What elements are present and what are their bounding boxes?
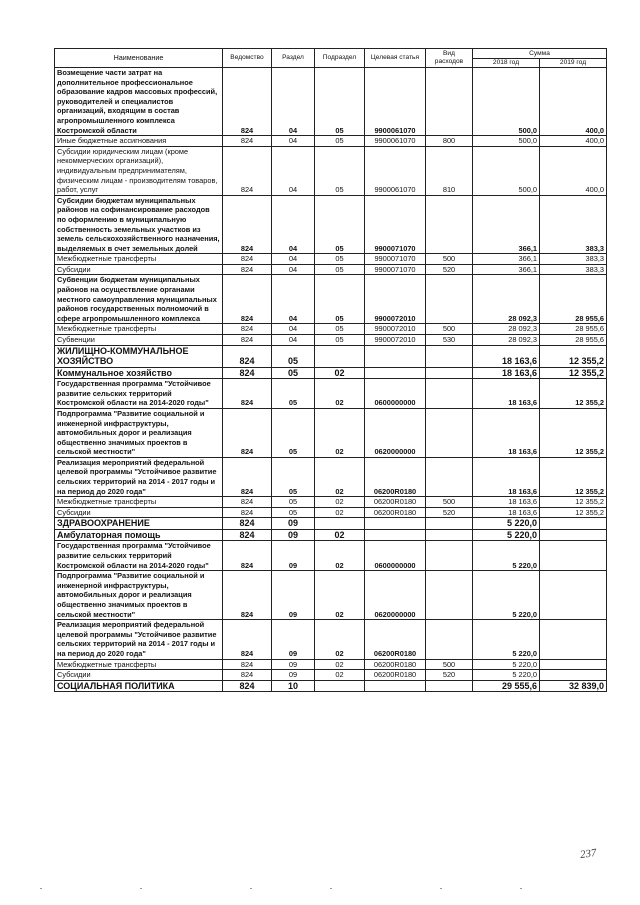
cell-target: 9900072010 (365, 324, 426, 335)
cell-section: 04 (272, 335, 315, 346)
cell-2018: 28 092,3 (473, 324, 540, 335)
cell-subsection: 02 (315, 507, 365, 518)
cell-dept: 824 (223, 571, 272, 620)
table-row (55, 518, 607, 530)
cell-section: 05 (272, 345, 315, 367)
cell-section: 05 (272, 367, 315, 379)
cell-2018: 5 220,0 (473, 529, 540, 541)
table-row (55, 571, 607, 620)
table-row (55, 195, 607, 254)
cell-subsection: 02 (315, 659, 365, 670)
cell-dept: 824 (223, 136, 272, 147)
cell-subsection: 02 (315, 367, 365, 379)
cell-exp-type: 520 (426, 264, 473, 275)
cell-subsection: 02 (315, 541, 365, 571)
cell-2019 (540, 529, 607, 541)
cell-target: 0620000000 (365, 408, 426, 457)
cell-subsection: 02 (315, 529, 365, 541)
table-row (55, 264, 607, 275)
cell-dept: 824 (223, 345, 272, 367)
cell-dept: 824 (223, 264, 272, 275)
cell-section: 05 (272, 379, 315, 409)
cell-2018: 5 220,0 (473, 518, 540, 530)
table-row (55, 620, 607, 659)
cell-exp-type (426, 457, 473, 496)
cell-dept: 824 (223, 254, 272, 265)
cell-subsection: 05 (315, 264, 365, 275)
cell-target: 0600000000 (365, 541, 426, 571)
cell-target: 06200R0180 (365, 507, 426, 518)
cell-2019: 12 355,2 (540, 345, 607, 367)
page-number: 237 (579, 846, 598, 862)
cell-exp-type (426, 68, 473, 136)
cell-2018: 366,1 (473, 254, 540, 265)
cell-2019 (540, 659, 607, 670)
cell-2019: 12 355,2 (540, 497, 607, 508)
cell-2019: 400,0 (540, 68, 607, 136)
cell-2018: 18 163,6 (473, 507, 540, 518)
cell-name: Иные бюджетные ассигнования (55, 136, 223, 147)
cell-target (365, 518, 426, 530)
cell-dept: 824 (223, 507, 272, 518)
cell-subsection (315, 518, 365, 530)
cell-2019 (540, 620, 607, 659)
cell-dept: 824 (223, 379, 272, 409)
table-row (55, 680, 607, 692)
cell-2018: 18 163,6 (473, 457, 540, 496)
cell-name: Реализация мероприятий федеральной целевой программы "Устойчивое развитие сельских территорий на 2014 - 2017 годы и на период до 2020 года" (55, 620, 223, 659)
header-section: Раздел (272, 49, 315, 68)
cell-subsection: 02 (315, 457, 365, 496)
cell-name: Государственная программа "Устойчивое развитие сельских территорий Костромской области на 2014-2020 годы" (55, 379, 223, 409)
cell-name: Субвенции бюджетам муниципальных районов на осуществление органами местного самоуправления муниципальных районов государственных полномочий в сфере агропромышленного комплекса (55, 275, 223, 324)
cell-name: СОЦИАЛЬНАЯ ПОЛИТИКА (55, 680, 223, 692)
budget-document (54, 48, 606, 692)
cell-dept: 824 (223, 335, 272, 346)
cell-2018: 18 163,6 (473, 367, 540, 379)
budget-table (54, 48, 607, 692)
cell-exp-type (426, 379, 473, 409)
cell-2019: 32 839,0 (540, 680, 607, 692)
cell-dept: 824 (223, 670, 272, 681)
cell-2018: 29 555,6 (473, 680, 540, 692)
cell-dept: 824 (223, 620, 272, 659)
cell-2019: 28 955,6 (540, 275, 607, 324)
cell-target: 9900061070 (365, 146, 426, 195)
header-exp-type: Вид расходов (426, 49, 473, 68)
cell-section: 05 (272, 457, 315, 496)
cell-exp-type (426, 345, 473, 367)
header-name: Наименование (55, 49, 223, 68)
cell-target: 9900072010 (365, 275, 426, 324)
cell-section: 09 (272, 659, 315, 670)
cell-2018: 5 220,0 (473, 541, 540, 571)
cell-name: Субсидии (55, 264, 223, 275)
cell-subsection (315, 345, 365, 367)
cell-name: Субвенции (55, 335, 223, 346)
cell-name: Межбюджетные трансферты (55, 659, 223, 670)
table-row (55, 136, 607, 147)
cell-name: Реализация мероприятий федеральной целевой программы "Устойчивое развитие сельских территорий на 2014 - 2017 годы и на период до 2020 года" (55, 457, 223, 496)
table-body (55, 68, 607, 692)
cell-exp-type (426, 195, 473, 254)
cell-section: 09 (272, 571, 315, 620)
cell-dept: 824 (223, 146, 272, 195)
cell-subsection: 02 (315, 408, 365, 457)
table-row (55, 275, 607, 324)
cell-section: 09 (272, 529, 315, 541)
cell-name: Подпрограмма "Развитие социальной и инженерной инфраструктуры, автомобильных дорог и реализация общественно значимых проектов в сельской местности" (55, 571, 223, 620)
header-sum: Сумма (473, 49, 607, 59)
cell-exp-type (426, 408, 473, 457)
cell-2019 (540, 670, 607, 681)
table-row (55, 367, 607, 379)
table-row (55, 457, 607, 496)
cell-2019: 400,0 (540, 136, 607, 147)
table-row (55, 379, 607, 409)
header-2018: 2018 год (473, 59, 540, 68)
table-row (55, 345, 607, 367)
cell-exp-type: 500 (426, 324, 473, 335)
table-row (55, 497, 607, 508)
cell-subsection: 05 (315, 136, 365, 147)
cell-section: 04 (272, 275, 315, 324)
cell-2018: 18 163,6 (473, 379, 540, 409)
cell-target (365, 345, 426, 367)
cell-dept: 824 (223, 659, 272, 670)
cell-target: 06200R0180 (365, 659, 426, 670)
header-target: Целевая статья (365, 49, 426, 68)
cell-subsection: 05 (315, 275, 365, 324)
cell-section: 05 (272, 408, 315, 457)
cell-2018: 5 220,0 (473, 571, 540, 620)
cell-2018: 5 220,0 (473, 620, 540, 659)
cell-dept: 824 (223, 541, 272, 571)
cell-2019: 12 355,2 (540, 379, 607, 409)
cell-name: Межбюджетные трансферты (55, 324, 223, 335)
cell-target (365, 367, 426, 379)
table-row (55, 507, 607, 518)
cell-exp-type: 520 (426, 670, 473, 681)
cell-exp-type (426, 367, 473, 379)
cell-2018: 500,0 (473, 146, 540, 195)
table-row (55, 670, 607, 681)
table-row (55, 254, 607, 265)
cell-exp-type (426, 275, 473, 324)
cell-name: ЗДРАВООХРАНЕНИЕ (55, 518, 223, 530)
cell-dept: 824 (223, 367, 272, 379)
cell-2019: 400,0 (540, 146, 607, 195)
cell-dept: 824 (223, 195, 272, 254)
cell-section: 09 (272, 620, 315, 659)
cell-2018: 28 092,3 (473, 335, 540, 346)
cell-2018: 500,0 (473, 136, 540, 147)
cell-exp-type (426, 620, 473, 659)
cell-subsection: 05 (315, 146, 365, 195)
cell-2019 (540, 518, 607, 530)
cell-name: Подпрограмма "Развитие социальной и инженерной инфраструктуры, автомобильных дорог и реализация общественно значимых проектов в сельской местности" (55, 408, 223, 457)
cell-exp-type: 500 (426, 497, 473, 508)
cell-target: 06200R0180 (365, 497, 426, 508)
cell-2018: 366,1 (473, 195, 540, 254)
cell-target: 0600000000 (365, 379, 426, 409)
cell-exp-type (426, 518, 473, 530)
table-row (55, 324, 607, 335)
table-row (55, 335, 607, 346)
cell-name: Государственная программа "Устойчивое развитие сельских территорий Костромской области на 2014-2020 годы" (55, 541, 223, 571)
cell-section: 04 (272, 264, 315, 275)
cell-target: 06200R0180 (365, 457, 426, 496)
cell-exp-type (426, 571, 473, 620)
cell-name: Субсидии бюджетам муниципальных районов на софинансирование расходов по оформлению в муниципальную собственность земельных участков из земель сельскохозяйственного назначения, выделяемых в счет земельных долей (55, 195, 223, 254)
cell-dept: 824 (223, 68, 272, 136)
cell-target (365, 529, 426, 541)
cell-subsection: 02 (315, 670, 365, 681)
cell-exp-type: 530 (426, 335, 473, 346)
cell-subsection: 02 (315, 571, 365, 620)
cell-exp-type: 800 (426, 136, 473, 147)
cell-name: ЖИЛИЩНО-КОММУНАЛЬНОЕ ХОЗЯЙСТВО (55, 345, 223, 367)
cell-target: 9900071070 (365, 254, 426, 265)
cell-section: 04 (272, 68, 315, 136)
cell-dept: 824 (223, 457, 272, 496)
cell-exp-type (426, 541, 473, 571)
cell-target: 9900071070 (365, 264, 426, 275)
cell-subsection: 05 (315, 68, 365, 136)
cell-2019 (540, 571, 607, 620)
cell-target: 9900072010 (365, 335, 426, 346)
cell-name: Межбюджетные трансферты (55, 497, 223, 508)
cell-section: 09 (272, 518, 315, 530)
cell-2019: 12 355,2 (540, 367, 607, 379)
cell-dept: 824 (223, 529, 272, 541)
cell-target: 9900071070 (365, 195, 426, 254)
table-row (55, 529, 607, 541)
cell-name: Возмещение части затрат на дополнительное профессиональное образование кадров массовых профессий, руководителей и специалистов организаций, входящим в состав агропромышленного комплекса Костромской области (55, 68, 223, 136)
cell-target: 06200R0180 (365, 620, 426, 659)
table-row (55, 659, 607, 670)
cell-target: 0620000000 (365, 571, 426, 620)
cell-2018: 18 163,6 (473, 345, 540, 367)
cell-dept: 824 (223, 680, 272, 692)
cell-2018: 366,1 (473, 264, 540, 275)
cell-2018: 500,0 (473, 68, 540, 136)
cell-2019: 383,3 (540, 254, 607, 265)
cell-section: 10 (272, 680, 315, 692)
cell-target: 9900061070 (365, 68, 426, 136)
cell-subsection: 02 (315, 379, 365, 409)
table-row (55, 68, 607, 136)
cell-subsection (315, 680, 365, 692)
cell-exp-type (426, 529, 473, 541)
cell-section: 04 (272, 146, 315, 195)
cell-section: 04 (272, 324, 315, 335)
cell-exp-type: 500 (426, 254, 473, 265)
table-row (55, 146, 607, 195)
cell-subsection: 02 (315, 620, 365, 659)
header-2019: 2019 год (540, 59, 607, 68)
cell-2018: 5 220,0 (473, 670, 540, 681)
cell-name: Межбюджетные трансферты (55, 254, 223, 265)
cell-2019: 383,3 (540, 195, 607, 254)
cell-section: 05 (272, 507, 315, 518)
cell-name: Амбулаторная помощь (55, 529, 223, 541)
table-row (55, 408, 607, 457)
cell-target (365, 680, 426, 692)
cell-section: 04 (272, 195, 315, 254)
header-subsection: Подраздел (315, 49, 365, 68)
cell-dept: 824 (223, 408, 272, 457)
cell-section: 09 (272, 541, 315, 571)
cell-2019: 12 355,2 (540, 507, 607, 518)
table-row (55, 541, 607, 571)
cell-dept: 824 (223, 518, 272, 530)
cell-section: 04 (272, 254, 315, 265)
cell-2019: 383,3 (540, 264, 607, 275)
cell-target: 9900061070 (365, 136, 426, 147)
cell-section: 04 (272, 136, 315, 147)
cell-section: 09 (272, 670, 315, 681)
cell-dept: 824 (223, 324, 272, 335)
cell-2018: 5 220,0 (473, 659, 540, 670)
cell-2019: 28 955,6 (540, 324, 607, 335)
cell-name: Субсидии (55, 507, 223, 518)
cell-name: Субсидии (55, 670, 223, 681)
cell-name: Коммунальное хозяйство (55, 367, 223, 379)
cell-subsection: 05 (315, 324, 365, 335)
cell-2019 (540, 541, 607, 571)
cell-subsection: 05 (315, 195, 365, 254)
cell-name: Субсидии юридическим лицам (кроме некоммерческих организаций), индивидуальным предпринимателям, физическим лицам - производителям товаров, работ, услуг (55, 146, 223, 195)
cell-exp-type: 520 (426, 507, 473, 518)
cell-subsection: 05 (315, 335, 365, 346)
cell-2019: 28 955,6 (540, 335, 607, 346)
cell-exp-type (426, 680, 473, 692)
cell-exp-type: 810 (426, 146, 473, 195)
cell-subsection: 02 (315, 497, 365, 508)
cell-section: 05 (272, 497, 315, 508)
cell-exp-type: 500 (426, 659, 473, 670)
cell-2019: 12 355,2 (540, 408, 607, 457)
cell-target: 06200R0180 (365, 670, 426, 681)
cell-subsection: 05 (315, 254, 365, 265)
header-dept: Ведомство (223, 49, 272, 68)
cell-dept: 824 (223, 497, 272, 508)
cell-dept: 824 (223, 275, 272, 324)
cell-2018: 18 163,6 (473, 497, 540, 508)
scan-artifacts (0, 888, 640, 890)
cell-2019: 12 355,2 (540, 457, 607, 496)
cell-2018: 18 163,6 (473, 408, 540, 457)
cell-2018: 28 092,3 (473, 275, 540, 324)
